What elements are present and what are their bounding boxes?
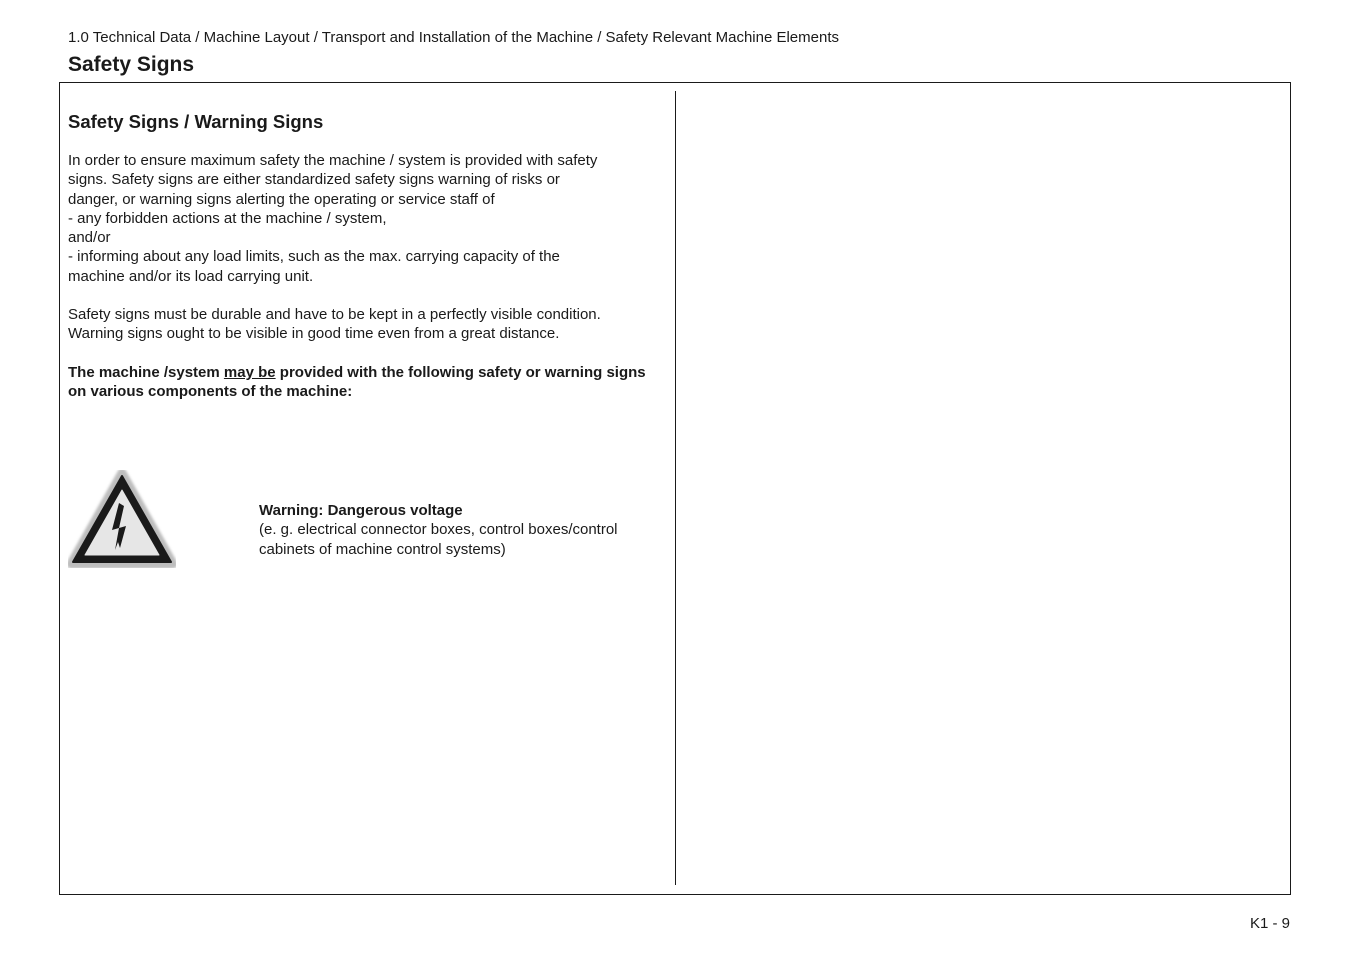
durability-line: Warning signs ought to be visible in good time even from a great distance.	[68, 325, 560, 343]
intro-line: - informing about any load limits, such as the max. carrying capacity of the	[68, 248, 560, 266]
durability-paragraph	[68, 305, 668, 344]
intro-paragraph	[68, 151, 668, 286]
section-heading: Safety Signs / Warning Signs	[68, 111, 324, 132]
sign-description-line: cabinets of machine control systems)	[259, 540, 506, 558]
intro-line: danger, or warning signs alerting the operating or service staff of	[68, 190, 495, 208]
page-title: Safety Signs	[68, 53, 195, 76]
provision-note	[68, 363, 668, 402]
provision-note-underlined: may be	[223, 363, 276, 381]
intro-line: signs. Safety signs are either standardized safety signs warning of risks or	[68, 171, 560, 189]
provision-note-end: provided with the following safety or warning signs on various components of the machine:	[68, 363, 646, 400]
sign-caption	[259, 501, 659, 559]
intro-line: and/or	[68, 229, 111, 247]
high-voltage-warning-icon	[68, 470, 176, 568]
durability-line: Safety signs must be durable and have to be kept in a perfectly visible condition.	[68, 306, 601, 324]
breadcrumb: 1.0 Technical Data / Machine Layout / Transport and Installation of the Machine / Safety Relevant Machine Elements	[68, 29, 839, 46]
page-number: K1 - 9	[1249, 915, 1290, 932]
column-divider	[675, 91, 676, 885]
left-column	[68, 110, 668, 401]
sign-description-line: (e. g. electrical connector boxes, control boxes/control	[259, 521, 618, 539]
provision-note-start: The machine /system	[68, 363, 224, 381]
intro-line: - any forbidden actions at the machine / system,	[68, 209, 387, 227]
intro-line: machine and/or its load carrying unit.	[68, 267, 314, 285]
intro-line: In order to ensure maximum safety the machine / system is provided with safety	[68, 152, 598, 169]
sign-title: Warning: Dangerous voltage	[259, 502, 463, 519]
